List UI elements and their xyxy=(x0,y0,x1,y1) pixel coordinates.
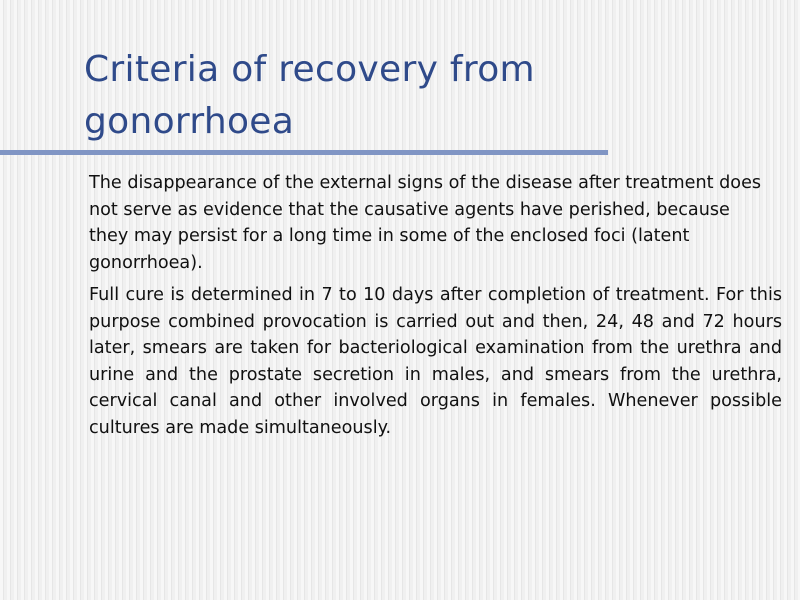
title-underline xyxy=(0,150,608,155)
slide-title: Criteria of recovery from gonorrhoea xyxy=(84,49,535,142)
body-paragraph-full-cure: Full cure is determined in 7 to 10 days after completion of treatment. For this purpose combined provocation is carried out and then, 24, 48 and 72 hours later, smears are taken for bacteriological examination from the urethra and urine and the prostate secretion in males, and smears from the urethra, cervical canal and other involved organs in females. Whenever possible cultures are made simultaneously. xyxy=(89,285,782,438)
body-paragraph-latent-infection: The disappearance of the external signs of the disease after treatment does not serve as evidence that the causative agents have perished, because they may persist for a long time in some of the enclosed foci (latent gonorrhoea). xyxy=(89,173,762,273)
slide-body xyxy=(89,170,782,441)
